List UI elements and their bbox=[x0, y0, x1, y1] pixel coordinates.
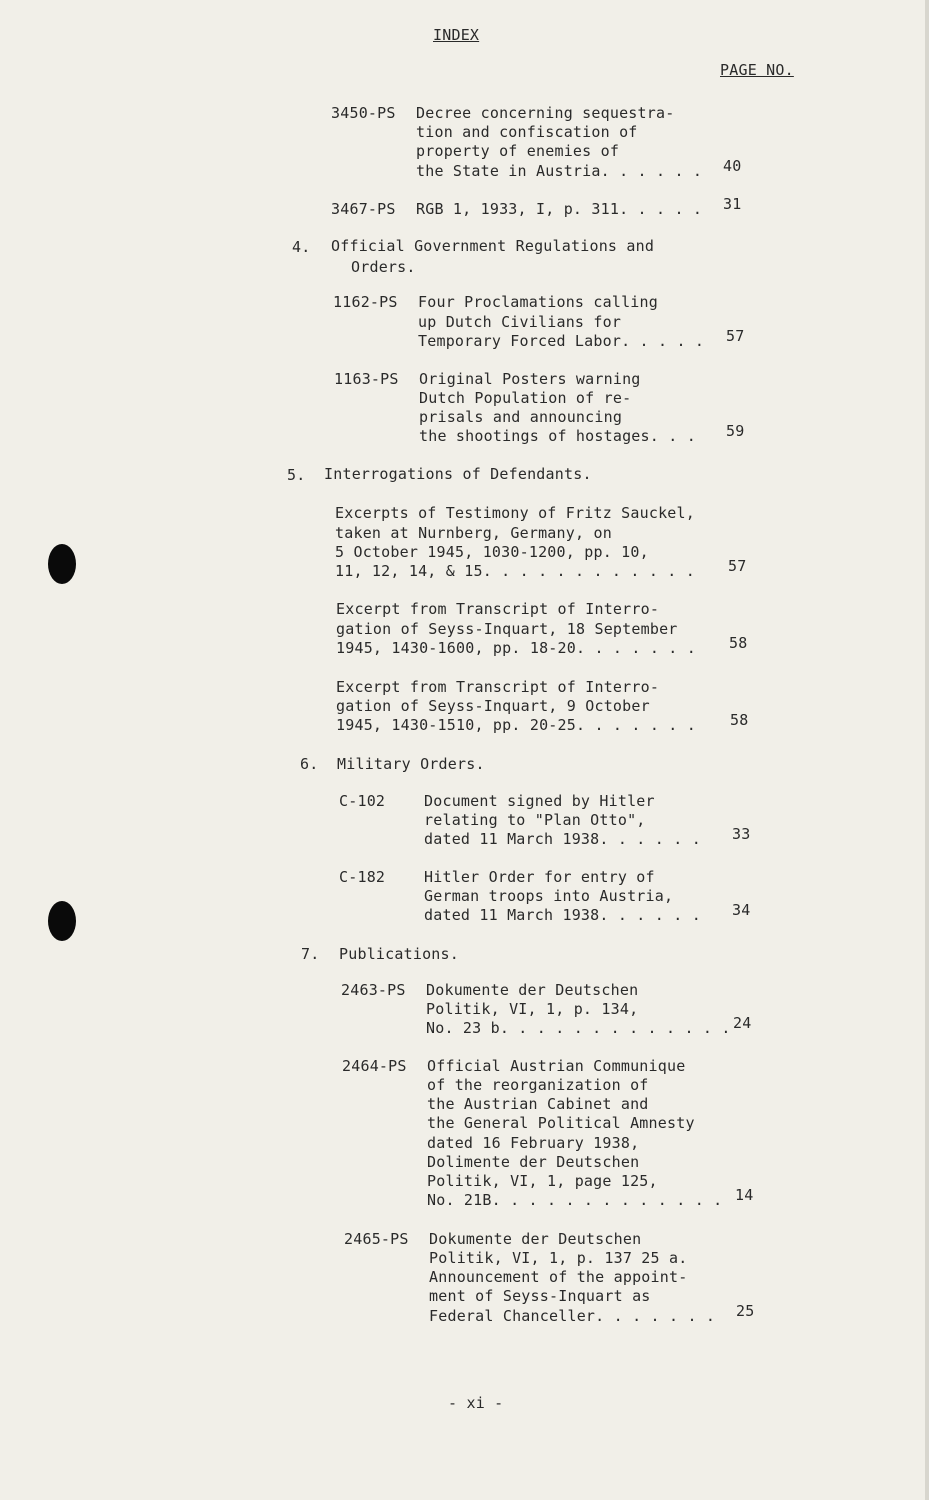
entry-code: 2464-PS bbox=[342, 1057, 407, 1075]
entry-line: Excerpt from Transcript of Interro- bbox=[336, 600, 660, 618]
entry-line: No. 21B. . . . . . . . . . . . . bbox=[427, 1191, 723, 1209]
page-ref: 34 bbox=[732, 901, 751, 919]
entry-line: the shootings of hostages. . . bbox=[419, 427, 696, 445]
entry-line: Dokumente der Deutschen bbox=[426, 981, 639, 999]
section-number: 7. bbox=[301, 945, 320, 963]
entry-line: German troops into Austria, bbox=[424, 887, 674, 905]
entry-code: 2463-PS bbox=[341, 981, 406, 999]
entry-line: ment of Seyss-Inquart as bbox=[429, 1287, 651, 1305]
entry-line: Politik, VI, 1, p. 134, bbox=[426, 1000, 639, 1018]
entry-line: property of enemies of bbox=[416, 142, 620, 160]
entry-line: Original Posters warning bbox=[419, 370, 641, 388]
entry-code: 1162-PS bbox=[333, 293, 398, 311]
page-ref: 31 bbox=[723, 195, 742, 213]
entry-line: dated 16 February 1938, bbox=[427, 1134, 640, 1152]
page-no-heading: PAGE NO. bbox=[720, 61, 794, 79]
entry-line: 11, 12, 14, & 15. . . . . . . . . . . . bbox=[335, 562, 695, 580]
entry-code: 3450-PS bbox=[331, 104, 396, 122]
entry-line: 1945, 1430-1510, pp. 20-25. . . . . . . bbox=[336, 716, 696, 734]
page-ref: 14 bbox=[735, 1186, 754, 1204]
entry-line: gation of Seyss-Inquart, 18 September bbox=[336, 620, 678, 638]
entry-line: Official Austrian Communique bbox=[427, 1057, 686, 1075]
entry-line: dated 11 March 1938. . . . . . bbox=[424, 906, 701, 924]
entry-line: tion and confiscation of bbox=[416, 123, 638, 141]
entry-code: 1163-PS bbox=[334, 370, 399, 388]
entry-line: up Dutch Civilians for bbox=[418, 313, 622, 331]
entry-line: Document signed by Hitler bbox=[424, 792, 655, 810]
page-ref: 57 bbox=[726, 327, 745, 345]
entry-line: Temporary Forced Labor. . . . . bbox=[418, 332, 705, 350]
section-number: 6. bbox=[300, 755, 319, 773]
entry-line: Dutch Population of re- bbox=[419, 389, 632, 407]
page-number: - xi - bbox=[448, 1394, 504, 1412]
section-number: 5. bbox=[287, 466, 306, 484]
page-ref: 58 bbox=[729, 634, 748, 652]
entry-line: Decree concerning sequestra- bbox=[416, 104, 675, 122]
entry-code: 3467-PS bbox=[331, 200, 396, 218]
entry-line: the State in Austria. . . . . . bbox=[416, 162, 703, 180]
entry-line: Four Proclamations calling bbox=[418, 293, 658, 311]
punch-hole bbox=[48, 544, 76, 584]
entry-line: Hitler Order for entry of bbox=[424, 868, 655, 886]
page-ref: 58 bbox=[730, 711, 749, 729]
section-title: Official Government Regulations and bbox=[331, 237, 655, 255]
page-edge bbox=[925, 0, 929, 1500]
entry-code: C-102 bbox=[339, 792, 386, 810]
entry-line: of the reorganization of bbox=[427, 1076, 649, 1094]
entry-line: the Austrian Cabinet and bbox=[427, 1095, 649, 1113]
entry-line: Dokumente der Deutschen bbox=[429, 1230, 642, 1248]
section-number: 4. bbox=[292, 238, 311, 256]
entry-line: dated 11 March 1938. . . . . . bbox=[424, 830, 701, 848]
entry-code: 2465-PS bbox=[344, 1230, 409, 1248]
entry-code: C-182 bbox=[339, 868, 386, 886]
entry-line: Announcement of the appoint- bbox=[429, 1268, 688, 1286]
entry-line: relating to "Plan Otto", bbox=[424, 811, 646, 829]
entry-line: Politik, VI, 1, page 125, bbox=[427, 1172, 658, 1190]
entry-line: 5 October 1945, 1030-1200, pp. 10, bbox=[335, 543, 649, 561]
entry-line: Federal Chanceller. . . . . . . bbox=[429, 1307, 716, 1325]
punch-hole bbox=[48, 901, 76, 941]
entry-line: gation of Seyss-Inquart, 9 October bbox=[336, 697, 650, 715]
entry-line: Dolimente der Deutschen bbox=[427, 1153, 640, 1171]
entry-line: RGB 1, 1933, I, p. 311. . . . . bbox=[416, 200, 703, 218]
section-title: Orders. bbox=[351, 258, 416, 276]
entry-line: Politik, VI, 1, p. 137 25 a. bbox=[429, 1249, 688, 1267]
section-title: Military Orders. bbox=[337, 755, 485, 773]
entry-line: prisals and announcing bbox=[419, 408, 623, 426]
entry-line: the General Political Amnesty bbox=[427, 1114, 695, 1132]
entry-line: No. 23 b. . . . . . . . . . . . . bbox=[426, 1019, 731, 1037]
index-title: INDEX bbox=[433, 26, 480, 44]
page-ref: 25 bbox=[736, 1302, 755, 1320]
section-title: Publications. bbox=[339, 945, 459, 963]
entry-line: Excerpts of Testimony of Fritz Sauckel, bbox=[335, 504, 695, 522]
entry-line: Excerpt from Transcript of Interro- bbox=[336, 678, 660, 696]
section-title: Interrogations of Defendants. bbox=[324, 465, 592, 483]
page-ref: 59 bbox=[726, 422, 745, 440]
page-ref: 57 bbox=[728, 557, 747, 575]
page-ref: 24 bbox=[733, 1014, 752, 1032]
entry-line: taken at Nurnberg, Germany, on bbox=[335, 524, 612, 542]
entry-line: 1945, 1430-1600, pp. 18-20. . . . . . . bbox=[336, 639, 696, 657]
page-ref: 40 bbox=[723, 157, 742, 175]
page-ref: 33 bbox=[732, 825, 751, 843]
